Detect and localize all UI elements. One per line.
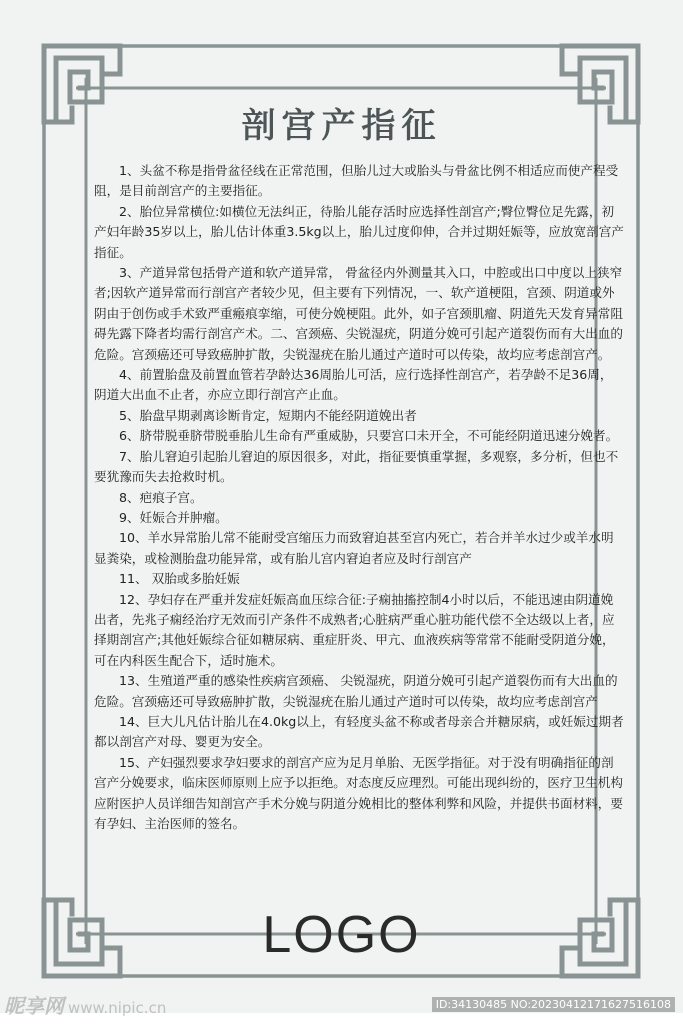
indication-paragraph: 10、羊水异常胎儿常不能耐受宫缩压力而致窘迫甚至宫内死亡，若合并羊水过少或羊水明显粪染，或检测胎盘功能异常，或有胎儿宫内窘迫者应及时行剖宫产 bbox=[94, 530, 614, 566]
indication-paragraph: 6、脐带脱垂脐带脱垂胎儿生命有严重威胁，只要宫口未开全，不可能经阴道迅速分娩者。 bbox=[119, 428, 619, 444]
indications-body bbox=[94, 161, 624, 834]
indication-paragraph: 9、妊娠合并肿瘤。 bbox=[119, 509, 228, 525]
indication-paragraph: 14、巨大儿凡估计胎儿在4.0kg以上，有轻度头盆不称或者母亲合并糖尿病，或妊娠过期者都以剖宫产对母、婴更为安全。 bbox=[94, 713, 624, 750]
logo-text: LOGO bbox=[262, 906, 421, 964]
indication-paragraph: 8、疤痕子宫。 bbox=[119, 489, 203, 505]
indication-paragraph: 5、胎盘早期剥离诊断肯定，短期内不能经阴道娩出者 bbox=[119, 407, 417, 423]
watermark-brand-name: 昵享网 bbox=[4, 994, 64, 1018]
watermark-brand bbox=[4, 990, 166, 1019]
indication-paragraph: 11、 双胎或多胎妊娠 bbox=[119, 571, 240, 587]
page-title: 剖宫产指征 bbox=[241, 106, 442, 146]
watermark-id: ID:34130485 NO:20230412171627516108 bbox=[432, 997, 675, 1012]
indication-paragraph: 4、前置胎盘及前置血管若孕龄达36周胎儿可活，应行选择性剖宫产，若孕龄不足36周，阴道大出血不止者，亦应立即行剖宫产止血。 bbox=[94, 367, 613, 403]
indication-paragraph: 7、胎儿窘迫引起胎儿窘迫的原因很多，对此，指征要慎重掌握，多观察，多分析，但也不要犹豫而失去抢救时机。 bbox=[94, 448, 619, 485]
indication-paragraph: 2、胎位异常横位:如横位无法纠正，待胎儿能存活时应选择性剖宫产;臀位臀位足先露，初产妇年龄35岁以上，胎儿估计体重3.5kg以上，胎儿过度仰伸，合并过期妊娠等，应放宽剖宫产指征。 bbox=[94, 203, 624, 260]
indication-paragraph: 13、生殖道严重的感染性疾病宫颈癌、 尖锐湿疣，阴道分娩可引起产道裂伤而有大出血的危险。宫颈癌还可导致癌肿扩散，尖锐湿疣在胎儿通过产道时可以传染，故均应考虑剖宫产 bbox=[94, 673, 618, 709]
watermark-url: www.nipic.cn bbox=[68, 999, 167, 1017]
indication-paragraph: 15、产妇强烈要求孕妇要求的剖宫产应为足月单胎、无医学指征。对于没有明确指征的剖宫产分娩要求，临床医师原则上应予以拒绝。对态度反应理烈。可能出现纠纷的，医疗卫生机构应附医护人员详细告知剖宫产手术分娩与阴道分娩相比的整体利弊和风险，并提供书面材料，要有孕妇、主治医师的签名。 bbox=[94, 754, 623, 831]
indication-paragraph: 3、产道异常包括骨产道和软产道异常， 骨盆径内外测量其入口，中腔或出口中度以上狭窄者;因软产道异常而行剖宫产者较少见，但主要有下列情况，一、软产道梗阻，宫颈、阴道或外阴由于创伤或手术致严重瘢痕挛缩，可使分娩梗阻。此外，如子宫颈肌瘤、阴道先天发育异常阻碍先露下降者均需行剖宫产术。二、宫颈癌、尖锐湿疣，阴道分娩可引起产道裂伤而有大出血的危险。宫颈癌还可导致癌肿扩散，尖锐湿疣在胎儿通过产道时可以传染，故均应考虑剖宫产。 bbox=[94, 265, 623, 362]
indication-paragraph: 12、孕妇存在严重并发症妊娠高血压综合征:子痫抽搐控制4小时以后，不能迅速由阴道娩出者，先兆子痫经治疗无效而引产条件不成熟者;心脏病严重心脏功能代偿不全达级以上者，应择期剖宫产;其他妊娠综合征如糖尿病、重症肝炎、甲亢、血液疾病等常常不能耐受阴道分娩，可在内科医生配合下，适时施术。 bbox=[94, 591, 615, 668]
indication-paragraph: 1、头盆不称是指骨盆径线在正常范围，但胎儿过大或胎头与骨盆比例不相适应而使产程受阻，是目前剖宫产的主要指征。 bbox=[94, 163, 619, 199]
